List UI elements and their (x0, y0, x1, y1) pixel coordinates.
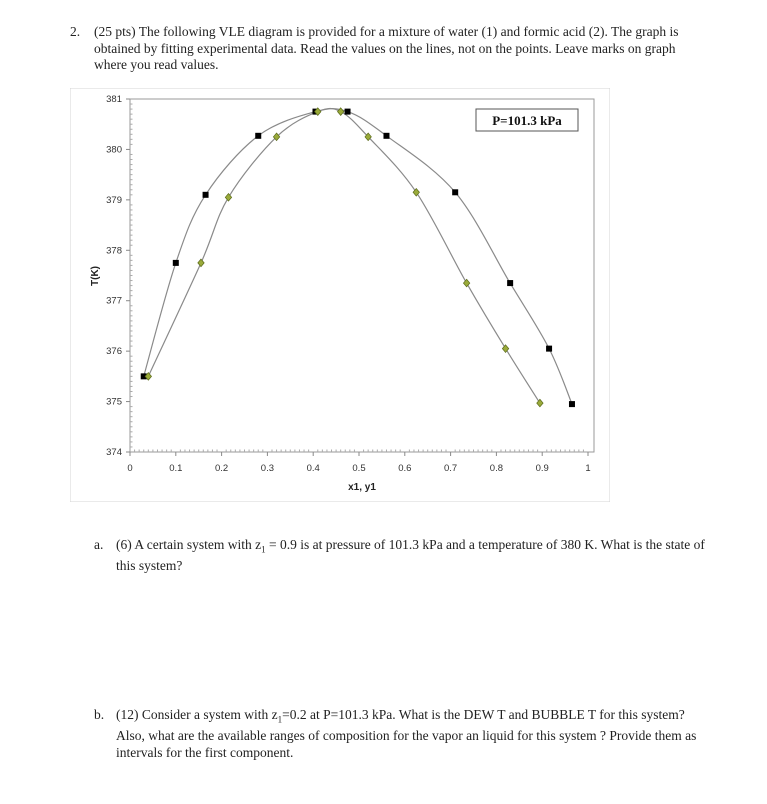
x-tick-label: 0.8 (489, 463, 504, 474)
y-tick-label: 377 (106, 295, 122, 307)
dew-point-marker (255, 133, 261, 139)
dew-point-marker (452, 189, 458, 195)
part-b-text: (12) Consider a system with $z_1=0.2$ at P=101.3 kPa. What is the DEW T and BUBBLE T for this system? Also, what are the available ranges of composition for the vapor an liquid for this system ? Provide them as intervals for the first component. (116, 707, 697, 760)
y-axis-title: T(K) (90, 266, 101, 286)
x-tick-label: 0.5 (352, 463, 366, 474)
pressure-annotation: P=101.3 kPa (492, 113, 562, 128)
x-tick-label: 0.3 (260, 463, 275, 474)
x-tick-label: 0.4 (306, 463, 320, 474)
dew-point-marker (383, 133, 389, 139)
y-tick-label: 378 (106, 245, 122, 257)
dew-point-marker (569, 401, 575, 407)
x-tick-label: 0.9 (535, 463, 549, 474)
x-tick-label: 0 (127, 463, 133, 474)
dew-point-marker (507, 280, 513, 286)
plot-area (130, 99, 594, 452)
vle-chart (70, 88, 610, 502)
x-axis-title: x1, y1 (348, 482, 376, 493)
x-tick-label: 0.2 (214, 463, 229, 474)
y-tick-label: 381 (106, 94, 122, 105)
part-a-text: (6) A certain system with $z_1 = 0.9$ is at pressure of 101.3 kPa and a temperature of 380 K. What is the state of this system? (116, 537, 705, 574)
part-b-label: b. (94, 707, 105, 722)
dew-point-marker (345, 109, 351, 115)
question-number: 2. (70, 24, 81, 39)
y-tick-label: 380 (106, 144, 122, 156)
x-tick-label: 0.6 (398, 463, 412, 474)
y-tick-label: 375 (106, 396, 122, 408)
part-a-label: a. (94, 537, 104, 552)
dew-point-marker (546, 346, 552, 352)
y-tick-label: 376 (106, 346, 122, 358)
x-tick-label: 0.7 (443, 463, 458, 474)
x-tick-label: 0.1 (169, 463, 183, 474)
question-text: (25 pts) The following VLE diagram is provided for a mixture of water (1) and formic acid (2). The graph is obtained by fitting experimental data. Read the values on the lines, not on the points. Leave marks on graph where you read values. (94, 24, 679, 72)
y-tick-label: 379 (106, 194, 122, 206)
y-tick-label: 374 (106, 447, 122, 458)
x-tick-label: 1 (585, 463, 591, 474)
dew-point-marker (173, 260, 179, 266)
dew-point-marker (203, 192, 209, 198)
